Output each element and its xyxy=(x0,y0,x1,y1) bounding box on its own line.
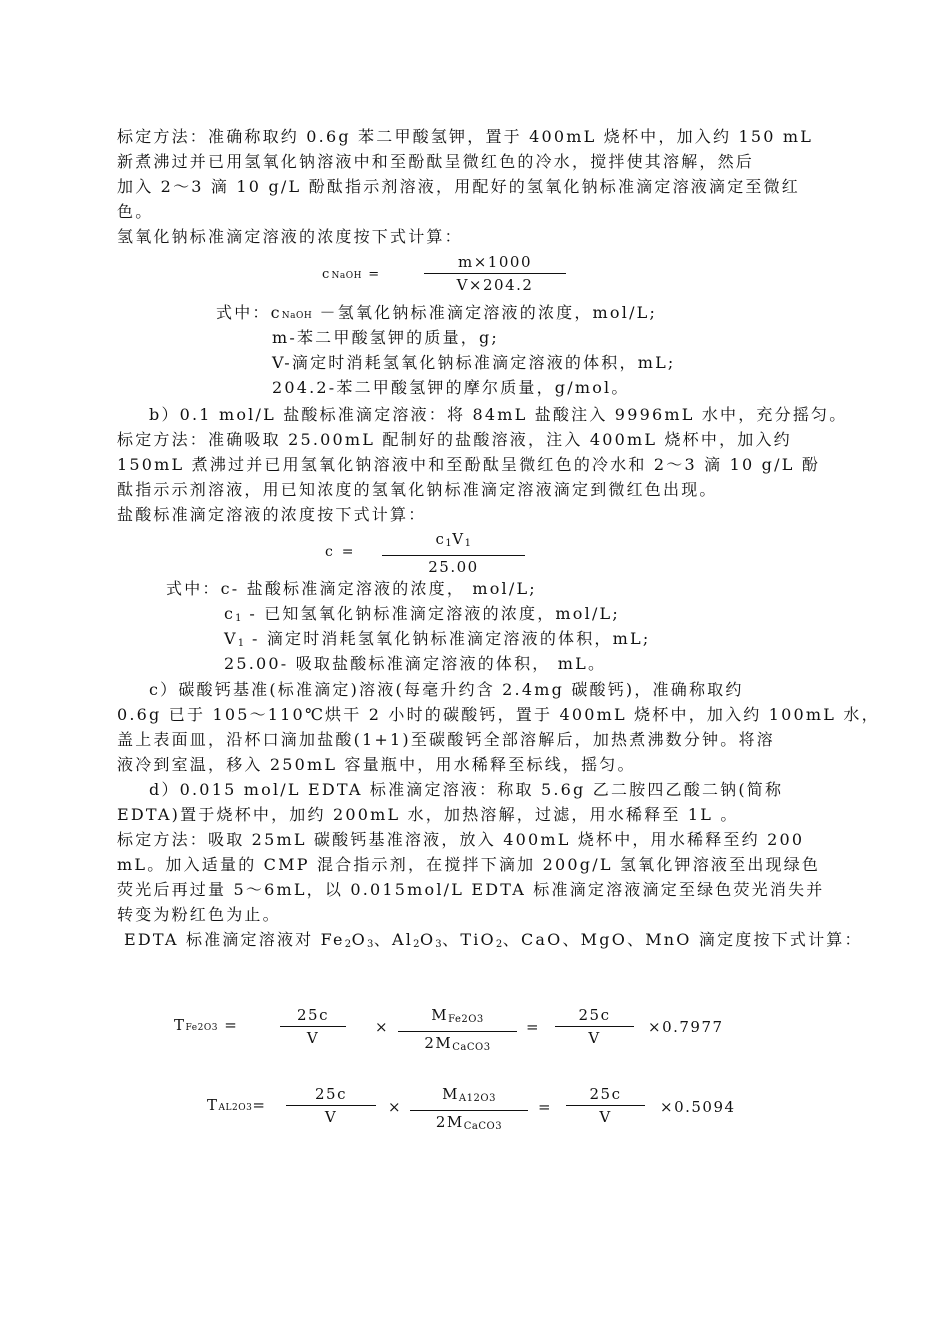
text-line: 0.6g 已于 105～110℃烘干 2 小时的碳酸钙，置于 400mL 烧杯中，加入约 100mL 水， xyxy=(117,705,880,724)
def1-line: 204.2-苯二甲酸氢钾的摩尔质量，g/mol。 xyxy=(272,378,630,397)
eq4-f3-denominator: V xyxy=(599,1108,612,1126)
text-line: 酞指示示剂溶液，用已知浓度的氢氧化钠标准滴定溶液滴定到微红色出现。 xyxy=(117,480,718,499)
eq3-f1-denominator: V xyxy=(306,1029,320,1047)
eq3-fraction-3 xyxy=(555,1005,634,1048)
def1-line: V-滴定时消耗氢氧化钠标准滴定溶液的体积，mL; xyxy=(272,353,676,372)
text-line: 加入 2～3 滴 10 g/L 酚酞指示剂溶液，用配好的氢氧化钠标准滴定溶液滴定至微红 xyxy=(117,177,801,196)
text-line: 荧光后再过量 5～6mL，以 0.015mol/L EDTA 标准滴定溶液滴定至绿色荧光消失并 xyxy=(117,880,825,899)
text-line: 色。 xyxy=(117,202,154,221)
text-line: EDTA 标准滴定溶液对 $Fe_2O_3$、$Al_2O_3$、TiO$_2$、CaO、MgO、MnO 滴定度按下式计算： xyxy=(124,930,863,950)
eq4-times: × xyxy=(388,1098,403,1116)
text-line: 标定方法：吸取 25mL 碳酸钙基准溶液，放入 400mL 烧杯中，用水稀释至约 200 xyxy=(117,830,805,849)
eq2-fraction xyxy=(382,529,525,577)
eq3-f1-numerator: 25c xyxy=(280,1005,346,1027)
eq3-f3-numerator: 25c xyxy=(555,1005,634,1027)
eq1-numerator: m×1000 xyxy=(424,252,566,274)
eq3-lhs: TFe2O3 = xyxy=(174,1016,239,1034)
text-line: 150mL 煮沸过并已用氢氧化钠溶液中和至酚酞呈微红色的冷水和 2～3 滴 10 g/L 酚 xyxy=(117,455,821,474)
text-line: d）0.015 mol/L EDTA 标准滴定溶液：称取 5.6g 乙二胺四乙酸二钠(简称 xyxy=(149,780,784,799)
eq4-f2-numerator: $M_{A12O3}$ xyxy=(410,1084,528,1111)
eq1-lhs: cNaOH = xyxy=(322,267,382,282)
eq4-f1-numerator: 25c xyxy=(286,1084,376,1106)
eq1-denominator: V×204.2 xyxy=(456,276,534,294)
eq4-fraction-2 xyxy=(410,1084,528,1137)
eq3-fraction-2 xyxy=(398,1005,517,1058)
text-line: b）0.1 mol/L 盐酸标准滴定溶液：将 84mL 盐酸注入 9996mL 水中，充分摇匀。 xyxy=(149,405,848,424)
text-line: EDTA)置于烧杯中，加约 200mL 水，加热溶解，过滤，用水稀释至 1L 。 xyxy=(117,805,739,824)
eq3-factor: ×0.7977 xyxy=(648,1018,724,1036)
def2-line: $c_1$ - 已知氢氧化钠标准滴定溶液的浓度，mol/L; xyxy=(224,604,620,624)
def2-line: 式中：c- 盐酸标准滴定溶液的浓度， mol/L; xyxy=(166,579,537,598)
eq4-f2-denominator: $2M_{CaCO3}$ xyxy=(435,1113,503,1132)
eq3-f3-denominator: V xyxy=(588,1029,601,1047)
def2-line: 25.00- 吸取盐酸标准滴定溶液的体积， mL。 xyxy=(224,654,607,673)
eq4-f3-numerator: 25c xyxy=(566,1084,645,1106)
text-line: 盖上表面皿，沿杯口滴加盐酸(1+1)至碳酸钙全部溶解后，加热煮沸数分钟。将溶 xyxy=(117,730,775,749)
eq4-f1-denominator: V xyxy=(324,1108,338,1126)
text-line: c）碳酸钙基准(标准滴定)溶液(每毫升约含 2.4mg 碳酸钙)，准确称取约 xyxy=(149,680,744,699)
eq1-fraction xyxy=(424,252,566,295)
eq4-fraction-1 xyxy=(286,1084,376,1127)
eq3-times: × xyxy=(375,1018,390,1036)
text-line: 标定方法：准确称取约 0.6g 苯二甲酸氢钾，置于 400mL 烧杯中，加入约 150 mL xyxy=(117,127,814,146)
eq4-fraction-3 xyxy=(566,1084,645,1127)
def1-line: 式中：cNaOH －氢氧化钠标准滴定溶液的浓度，mol/L; xyxy=(216,303,658,322)
text-line: 转变为粉红色为止。 xyxy=(117,905,281,924)
eq3-f2-numerator: $M_{Fe2O3}$ xyxy=(398,1005,517,1032)
eq2-lhs: c = xyxy=(325,544,356,560)
eq2-denominator: 25.00 xyxy=(428,558,479,576)
eq3-f2-denominator: $2M_{CaCO3}$ xyxy=(424,1034,491,1053)
def1-line: m-苯二甲酸氢钾的质量，g; xyxy=(272,328,500,347)
text-line: 盐酸标准滴定溶液的浓度按下式计算： xyxy=(117,505,427,524)
eq4-lhs: TAL2O3= xyxy=(207,1096,267,1114)
eq4-factor: ×0.5094 xyxy=(660,1098,736,1116)
text-line: 标定方法：准确吸取 25.00mL 配制好的盐酸溶液，注入 400mL 烧杯中，加入约 xyxy=(117,430,792,449)
text-line: 液冷到室温，移入 250mL 容量瓶中，用水稀释至标线，摇匀。 xyxy=(117,755,636,774)
text-line: 新煮沸过并已用氢氧化钠溶液中和至酚酞呈微红色的冷水，搅拌使其溶解，然后 xyxy=(117,152,755,171)
eq3-equals: = xyxy=(526,1018,541,1036)
def2-line: $V_1$ - 滴定时消耗氢氧化钠标准滴定溶液的体积，mL; xyxy=(224,629,651,649)
eq3-fraction-1 xyxy=(280,1005,346,1048)
eq2-numerator: $c_1V_1$ xyxy=(382,529,525,556)
eq4-equals: = xyxy=(538,1098,553,1116)
text-line: 氢氧化钠标准滴定溶液的浓度按下式计算： xyxy=(117,227,463,246)
text-line: mL。加入适量的 CMP 混合指示剂，在搅拌下滴加 200g/L 氢氧化钾溶液至出现绿色 xyxy=(117,855,821,874)
